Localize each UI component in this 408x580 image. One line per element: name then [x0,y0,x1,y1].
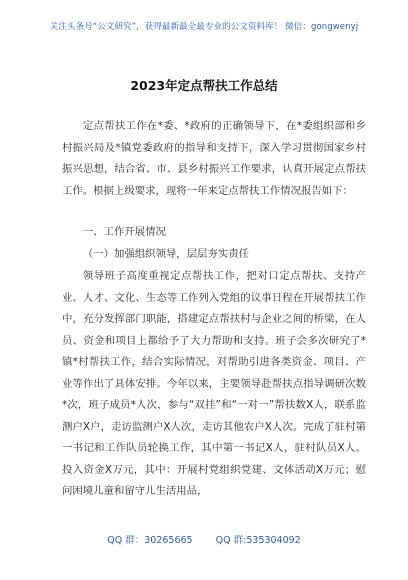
document-title: 2023年定点帮扶工作总结 [130,78,278,93]
header-note: 关注头条号“公文研究”，获得最新最全最专业的公文资料库！ 微信：gongwenyj [49,22,359,32]
intro-paragraph [62,116,366,202]
section-heading [62,222,366,244]
subsection-heading [62,244,366,266]
body-paragraph [62,266,366,503]
section-1-heading: 一、工作开展情况 [82,226,166,238]
qq-group-1: QQ 群：30265665 [107,535,193,546]
subsection-1-heading: （一）加强组织领导，层层夯实责任 [82,248,250,260]
footer-qq-groups [0,532,408,546]
body-1-text: 领导班子高度重视定点帮扶工作，把对口定点帮扶、支持产业、人才、文化、生态等工作列入党组的议事日程在开展帮扶工作中，充分发挥部门职能，搭建定点帮扶村与企业之间的桥梁，在人员、资金和项目上都给予了大力帮助和支持。班子会多次研究了*镇*村帮扶工作，结合实际情况，对帮助引进各类资金、项目、产业等作出了具体安排。今年以来，主要领导赴帮扶点指导调研次数*次，班子成员*人次，参与“双挂”和“一对一”帮扶数X人，联系监测户X户，走访监测户X人次，走访其他农户X人次。完成了驻村第一书记和工作队员轮换工作，其中第一书记X人，驻村队员X人。投入资金X万元，其中：开展村党组织党建、文体活动X万元；慰问困境儿童和留守儿生活用品， [62,270,366,497]
qq-group-2: QQ 群:535304092 [215,535,301,546]
intro-text: 定点帮扶工作在*委、*政府的正确领导下，在*委组织部和乡村振兴局及*镇党委政府的指导和支持下，深入学习贯彻国家乡村振兴思想，结合省、市、县乡村振兴工作要求，认真开展定点帮扶工作。根据上级要求，现将一年来定点帮扶工作情况报告如下： [62,120,366,197]
